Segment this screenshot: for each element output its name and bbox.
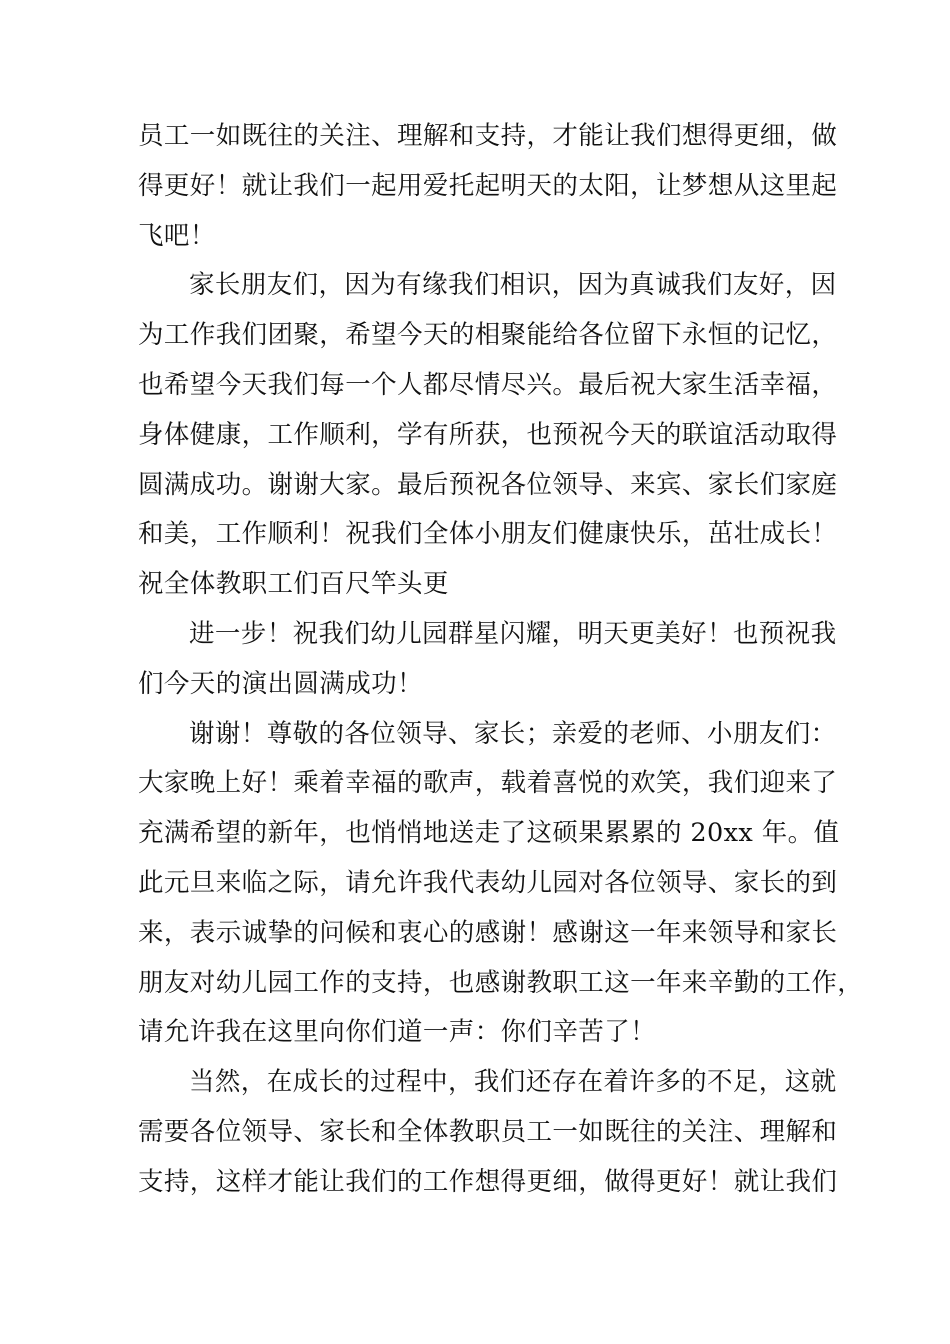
text-line: 支持，这样才能让我们的工作想得更细，做得更好！就让我们 xyxy=(138,1166,838,1197)
text-line: 朋友对幼儿园工作的支持，也感谢教职工这一年来辛勤的工作， xyxy=(138,967,864,998)
text-line: 飞吧！ xyxy=(138,220,216,251)
text-line: 们今天的演出圆满成功！ xyxy=(138,668,423,699)
text-line: 来，表示诚挚的问候和衷心的感谢！感谢这一年来领导和家长 xyxy=(138,917,838,948)
text-line: 祝全体教职工们百尺竿头更 xyxy=(138,569,449,600)
document-page xyxy=(138,112,864,1208)
paragraph-first-line: 家长朋友们，因为有缘我们相识，因为真诚我们友好，因 xyxy=(189,270,837,301)
text-line: 得更好！就让我们一起用爱托起明天的太阳，让梦想从这里起 xyxy=(138,170,838,201)
text-line: 请允许我在这里向你们道一声：你们辛苦了！ xyxy=(138,1017,657,1048)
text-line: 大家晚上好！乘着幸福的歌声，载着喜悦的欢笑，我们迎来了 xyxy=(138,768,838,799)
text-line: 为工作我们团聚，希望今天的相聚能给各位留下永恒的记忆， xyxy=(138,320,838,351)
text-line: 身体健康，工作顺利，学有所获，也预祝今天的联谊活动取得 xyxy=(138,419,838,450)
text-line: 需要各位领导、家长和全体教职员工一如既往的关注、理解和 xyxy=(138,1116,838,1147)
text-line: 圆满成功。谢谢大家。最后预祝各位领导、来宾、家长们家庭 xyxy=(138,469,838,500)
text-line: 充满希望的新年，也悄悄地送走了这硕果累累的 20xx 年。值 xyxy=(138,818,840,849)
text-line: 也希望今天我们每一个人都尽情尽兴。最后祝大家生活幸福， xyxy=(138,369,838,400)
text-line: 员工一如既往的关注、理解和支持，才能让我们想得更细，做 xyxy=(138,121,838,151)
paragraph-first-line: 进一步！祝我们幼儿园群星闪耀，明天更美好！也预祝我 xyxy=(189,618,837,649)
paragraph-first-line: 当然，在成长的过程中，我们还存在着许多的不足，这就 xyxy=(189,1067,837,1098)
paragraph-first-line: 谢谢！尊敬的各位领导、家长；亲爱的老师、小朋友们： xyxy=(189,718,837,749)
text-line: 此元旦来临之际，请允许我代表幼儿园对各位领导、家长的到 xyxy=(138,867,838,898)
text-line: 和美，工作顺利！祝我们全体小朋友们健康快乐，茁壮成长！ xyxy=(138,519,838,550)
